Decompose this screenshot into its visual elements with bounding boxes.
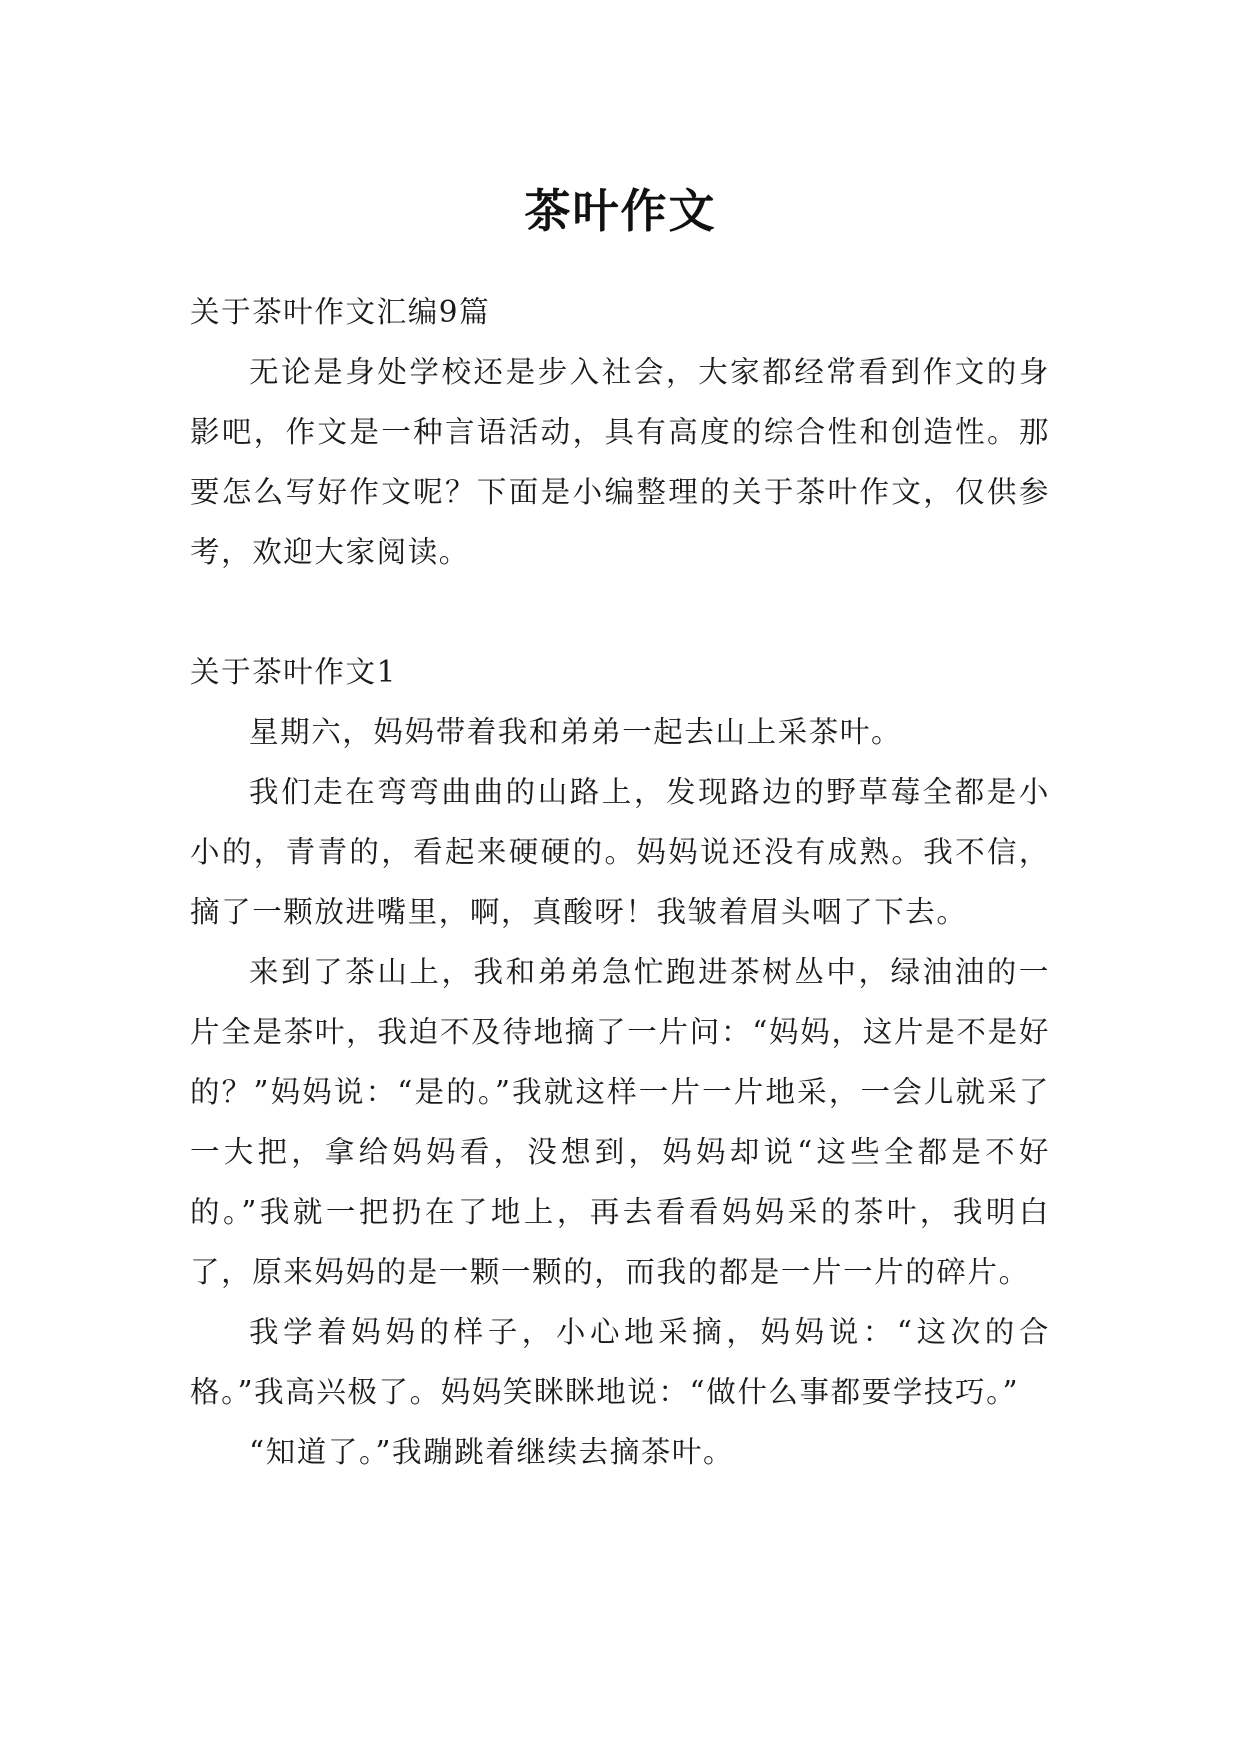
essay-paragraph-2: 我们走在弯弯曲曲的山路上，发现路边的野草莓全都是小小的，青青的，看起来硬硬的。妈妈说还没有成熟。我不信，摘了一颗放进嘴里，啊，真酸呀！我皱着眉头咽了下去。 [190, 775, 1050, 929]
intro-paragraph: 无论是身处学校还是步入社会，大家都经常看到作文的身影吧，作文是一种言语活动，具有高度的综合性和创造性。那要怎么写好作文呢？下面是小编整理的关于茶叶作文，仅供参考，欢迎大家阅读。 [190, 355, 1050, 569]
section-heading: 关于茶叶作文1 [190, 655, 397, 689]
essay-paragraph-1: 星期六，妈妈带着我和弟弟一起去山上采茶叶。 [249, 715, 903, 749]
document-body [190, 282, 1050, 1482]
document-title: 茶叶作文 [524, 183, 717, 238]
collection-heading: 关于茶叶作文汇编9篇 [190, 295, 491, 329]
essay-paragraph-3: 来到了茶山上，我和弟弟急忙跑进茶树丛中，绿油油的一片全是茶叶，我迫不及待地摘了一片问：“妈妈，这片是不是好的？”妈妈说：“是的。”我就这样一片一片地采，一会儿就采了一大把，拿给妈妈看，没想到，妈妈却说“这些全都是不好的。”我就一把扔在了地上，再去看看妈妈采的茶叶，我明白了，原来妈妈的是一颗一颗的，而我的都是一片一片的碎片。 [190, 955, 1050, 1289]
essay-paragraph-5: “知道了。”我蹦跳着继续去摘茶叶。 [249, 1435, 735, 1469]
section-spacer [190, 582, 1050, 642]
essay-paragraph-4: 我学着妈妈的样子，小心地采摘，妈妈说：“这次的合格。”我高兴极了。妈妈笑眯眯地说：“做什么事都要学技巧。” [190, 1315, 1050, 1409]
